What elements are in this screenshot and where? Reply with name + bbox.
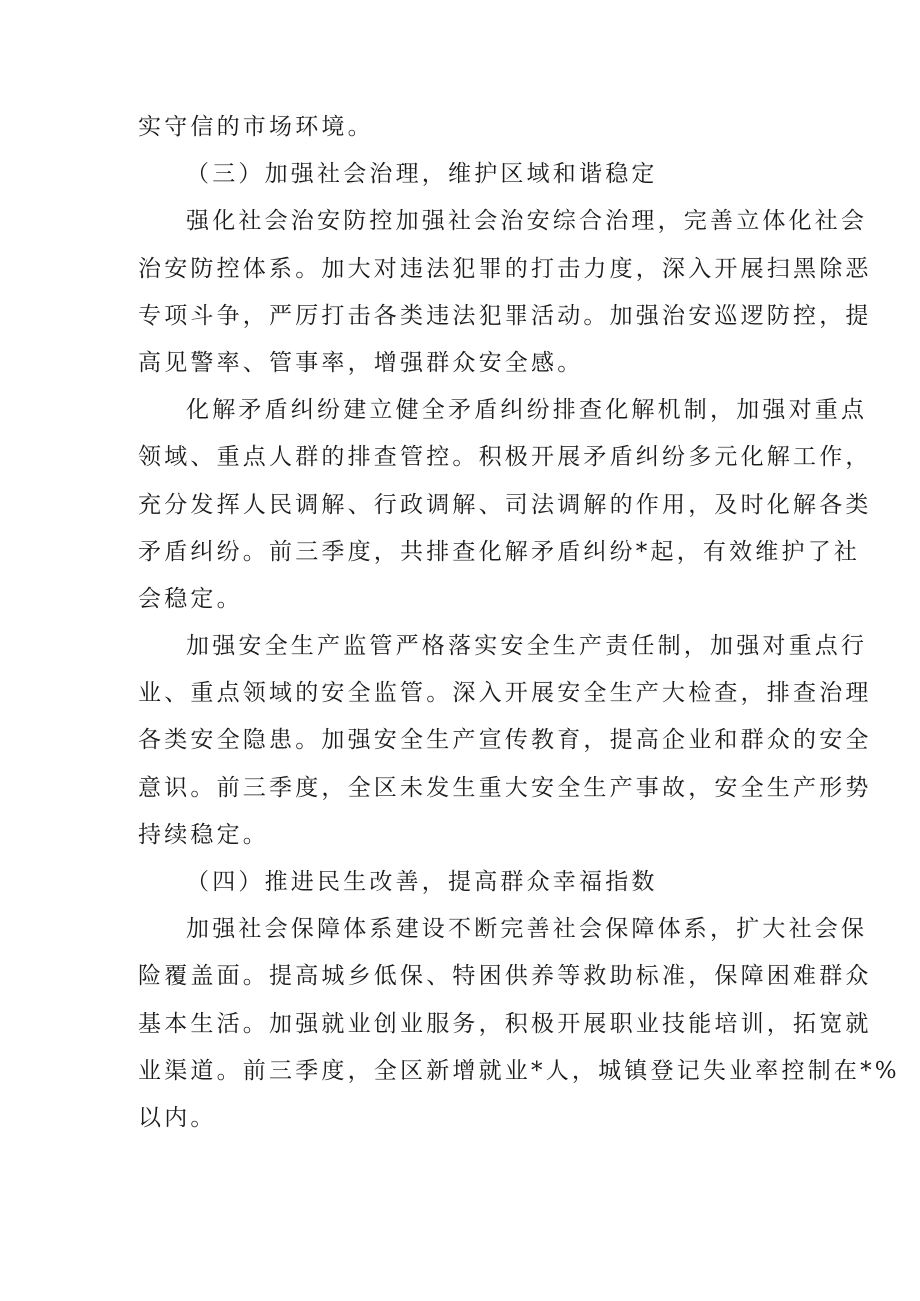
text-line: 持续稳定。 xyxy=(138,821,269,848)
paragraph-first-line: 化解矛盾纠纷建立健全矛盾纠纷排查化解机制，加强对重点 xyxy=(186,397,868,424)
text-line: 专项斗争，严厉打击各类违法犯罪活动。加强治安巡逻防控，提 xyxy=(138,302,872,329)
section-heading: （三）加强社会治理，维护区域和谐稳定 xyxy=(186,161,658,188)
text-line: 高见警率、管事率，增强群众安全感。 xyxy=(138,349,584,376)
text-line: 各类安全隐患。加强安全生产宣传教育，提高企业和群众的安全 xyxy=(138,727,872,754)
text-line: 意识。前三季度，全区未发生重大安全生产事故，安全生产形势 xyxy=(138,774,872,801)
text-line: 险覆盖面。提高城乡低保、特困供养等救助标准，保障困难群众 xyxy=(138,963,872,990)
text-line: 矛盾纠纷。前三季度，共排查化解矛盾纠纷*起，有效维护了社 xyxy=(138,538,861,565)
text-line: 领域、重点人群的排查管控。积极开展矛盾纠纷多元化解工作， xyxy=(138,444,872,471)
paragraph-first-line: 加强社会保障体系建设不断完善社会保障体系，扩大社会保 xyxy=(186,916,868,943)
text-line: 会稳定。 xyxy=(138,585,243,612)
text-line: 以内。 xyxy=(138,1104,217,1131)
paragraph-first-line: 强化社会治安防控加强社会治安综合治理，完善立体化社会 xyxy=(186,208,868,235)
text-line: 充分发挥人民调解、行政调解、司法调解的作用，及时化解各类 xyxy=(138,491,872,518)
text-line: 业渠道。前三季度，全区新增就业*人，城镇登记失业率控制在*% xyxy=(138,1057,900,1084)
text-line: 治安防控体系。加大对违法犯罪的打击力度，深入开展扫黑除恶 xyxy=(138,255,872,282)
text-line: 基本生活。加强就业创业服务，积极开展职业技能培训，拓宽就 xyxy=(138,1010,872,1037)
text-line: 实守信的市场环境。 xyxy=(138,114,374,140)
section-heading: （四）推进民生改善，提高群众幸福指数 xyxy=(186,869,658,895)
document-body xyxy=(138,104,900,1142)
text-line: 业、重点领域的安全监管。深入开展安全生产大检查，排查治理 xyxy=(138,680,872,707)
paragraph-first-line: 加强安全生产监管严格落实安全生产责任制，加强对重点行 xyxy=(186,633,868,660)
